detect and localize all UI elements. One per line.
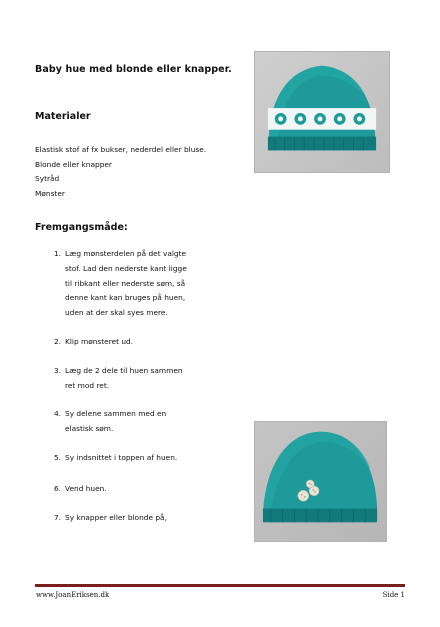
materials-item: Blonde eller knapper bbox=[35, 159, 112, 169]
step-number: 4. bbox=[53, 409, 61, 418]
step-number: 5. bbox=[53, 453, 61, 462]
step-number: 3. bbox=[53, 366, 61, 375]
step-number: 2. bbox=[53, 337, 61, 346]
step-text: Læg mønsterdelen på det valgte stof. Lad den nederste kant ligge til ribkant eller nederste søm, så denne kant kan bruges på huen, uden at der skal syes mere. bbox=[65, 249, 187, 318]
step-number: 7. bbox=[53, 513, 61, 522]
document-title: Baby hue med blonde eller knapper. bbox=[35, 64, 232, 75]
step-text: Sy knapper eller blonde på, bbox=[65, 513, 167, 522]
lace-hat-photo bbox=[254, 51, 390, 173]
footer-page-number: Side 1 bbox=[382, 591, 405, 599]
materials-heading: Materialer bbox=[35, 111, 91, 122]
footer-rule bbox=[35, 584, 405, 587]
materials-item: Mønster bbox=[35, 188, 65, 198]
step-text: Sy delene sammen med en elastisk søm. bbox=[65, 409, 167, 433]
button-hat-icon bbox=[255, 422, 386, 541]
step-text: Klip mønsteret ud. bbox=[65, 337, 134, 346]
step-text: Læg de 2 dele til huen sammen ret mod ret. bbox=[65, 366, 183, 390]
lace-hat-icon bbox=[255, 52, 389, 172]
step-number: 6. bbox=[53, 484, 61, 493]
step-number: 1. bbox=[53, 249, 61, 258]
materials-item: Sytråd bbox=[35, 174, 60, 184]
footer-website: www.JoanEriksen.dk bbox=[36, 591, 110, 599]
materials-item: Elastisk stof af fx bukser, nederdel eller bluse. bbox=[35, 145, 207, 154]
method-heading: Fremgangsmåde: bbox=[35, 222, 128, 233]
materials-list bbox=[35, 143, 206, 201]
button-hat-photo bbox=[254, 421, 387, 542]
step-text: Sy indsnittet i toppen af huen. bbox=[65, 453, 178, 462]
step-text: Vend huen. bbox=[65, 484, 107, 493]
